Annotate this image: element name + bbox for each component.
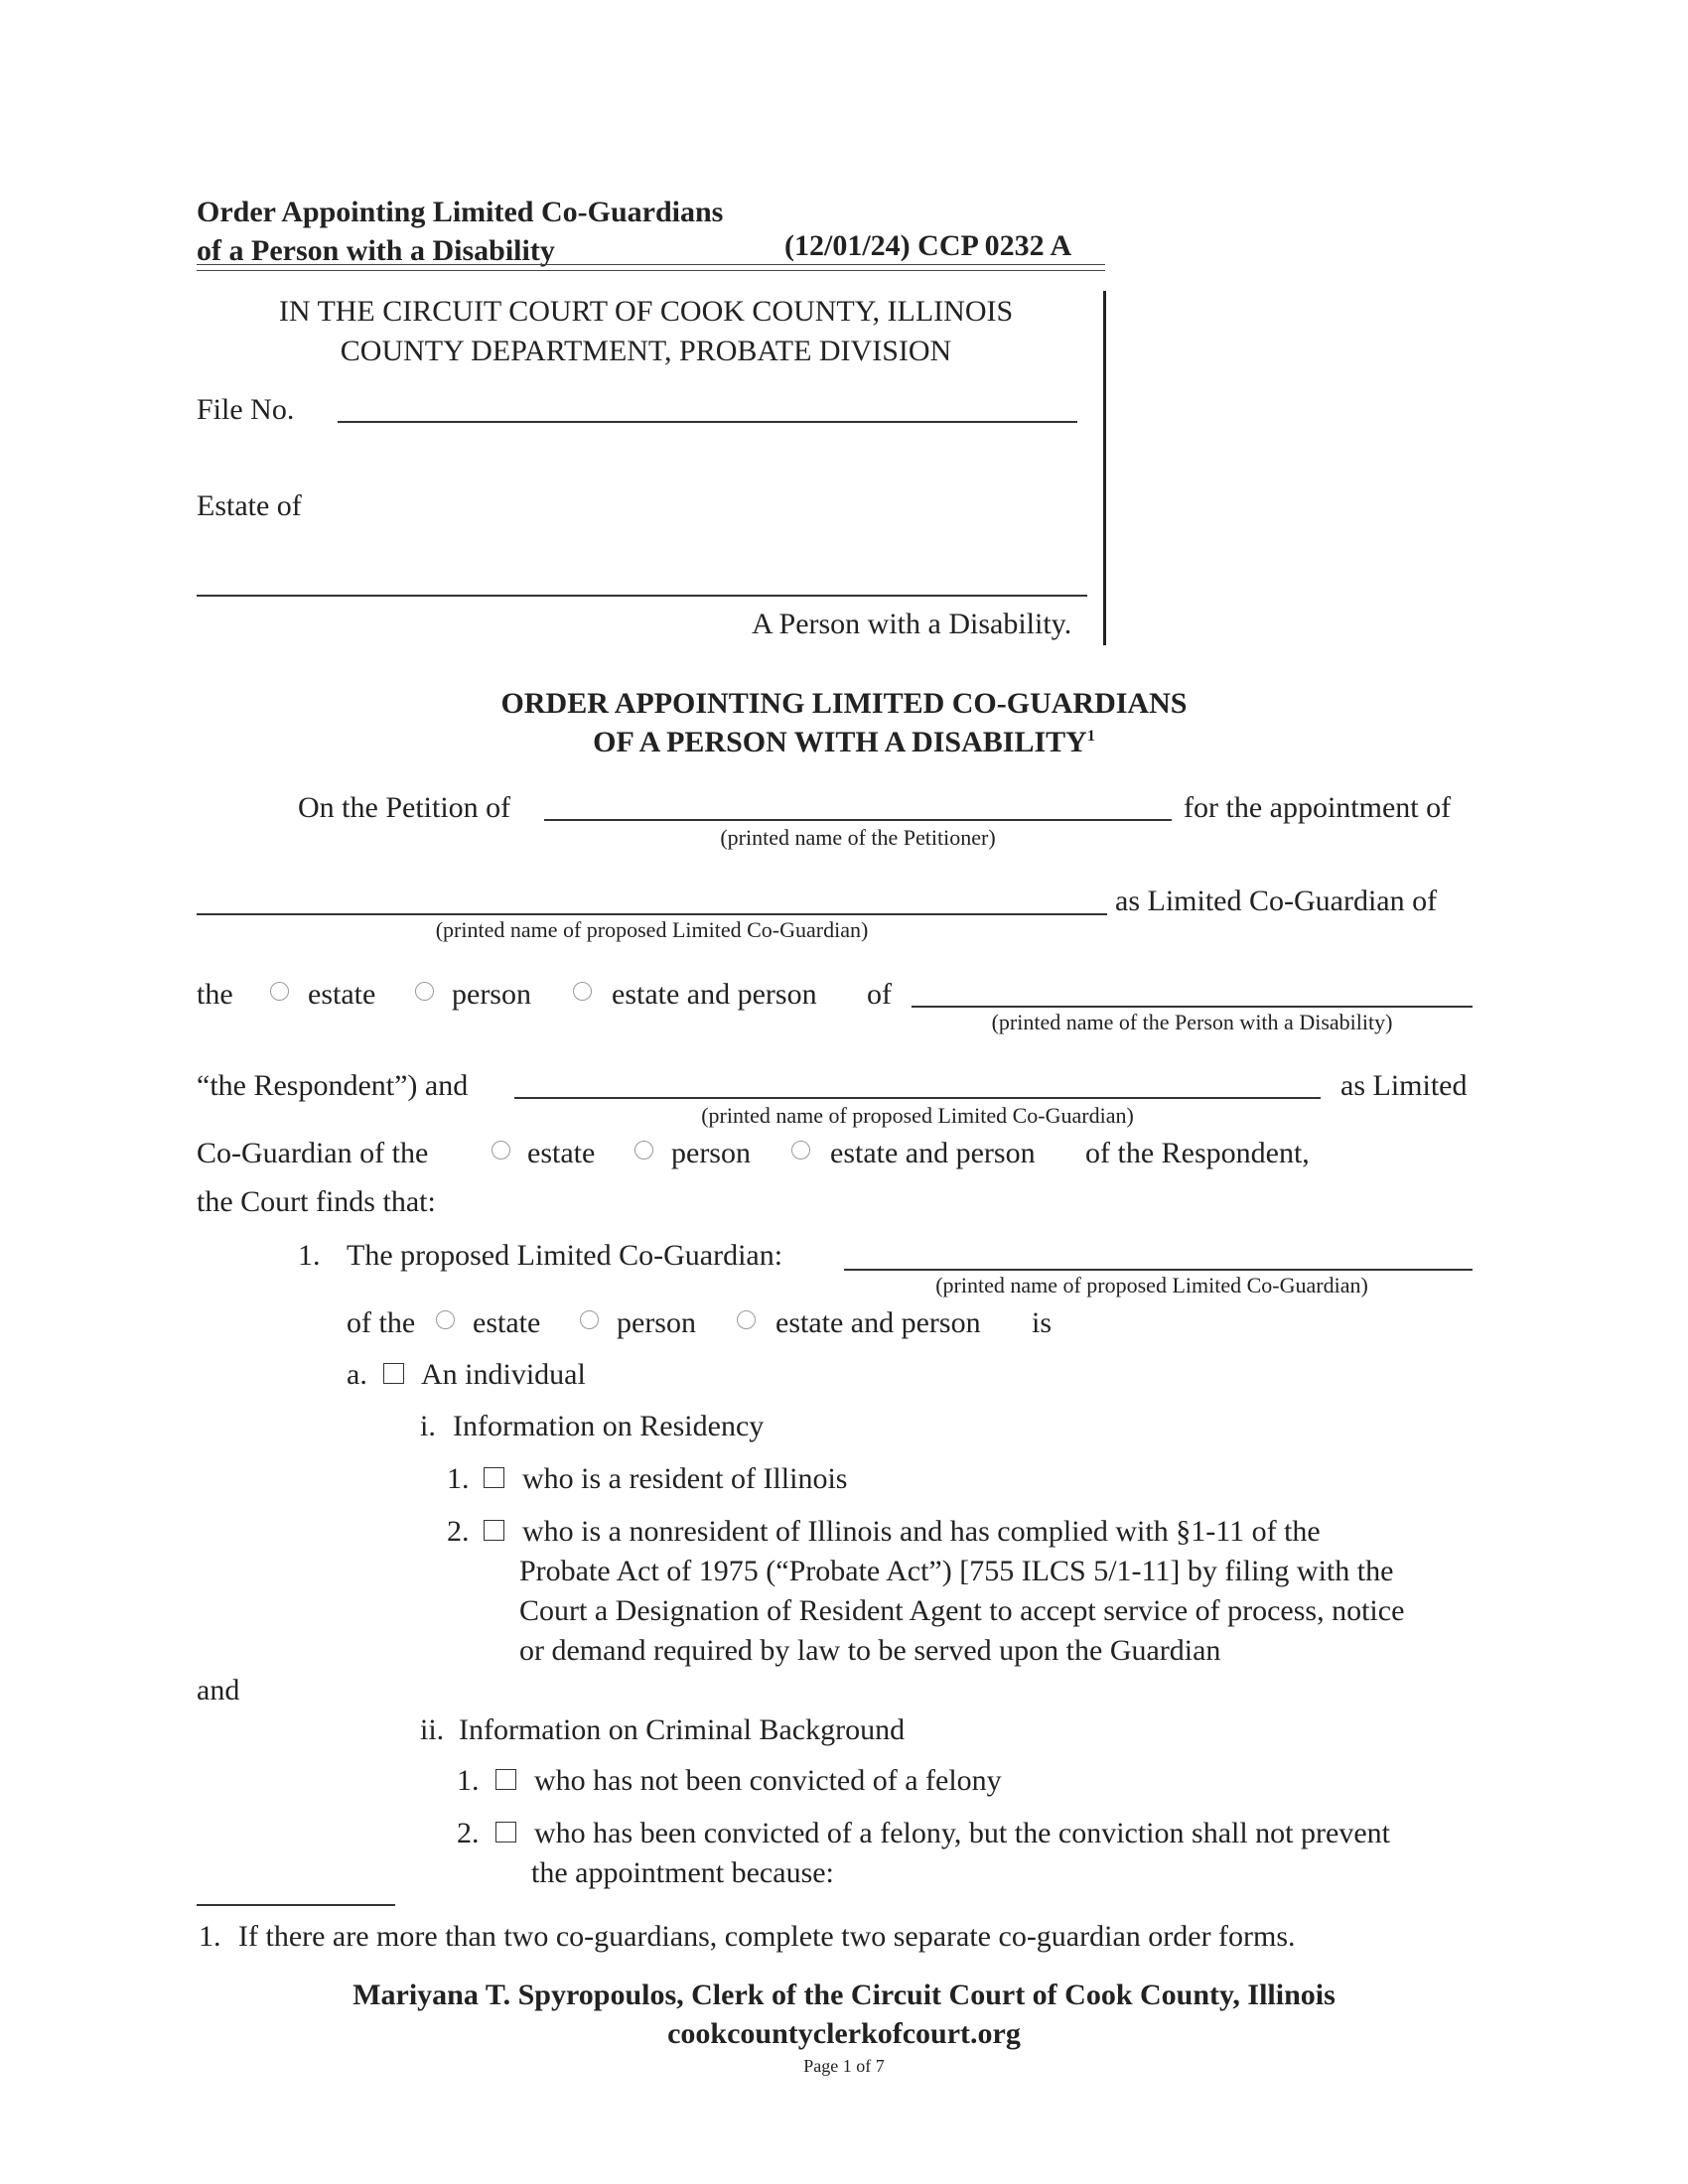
- co-guardian-2-name-input[interactable]: [514, 1067, 1321, 1099]
- co-guardian-2-person-radio[interactable]: [634, 1141, 653, 1160]
- felony-text-line1: who has been convicted of a felony, but the conviction shall not prevent: [534, 1817, 1390, 1849]
- item-1-person-radio[interactable]: [580, 1310, 599, 1329]
- is-label: is: [1032, 1306, 1053, 1339]
- no-felony-checkbox[interactable]: [495, 1769, 516, 1790]
- option-estate-label: estate: [308, 978, 376, 1011]
- header-rule-bottom: [197, 270, 1105, 271]
- individual-text: An individual: [421, 1358, 586, 1391]
- page-number: Page 1 of 7: [803, 2056, 885, 2076]
- item-1-estate-radio[interactable]: [436, 1310, 455, 1329]
- option-estate-and-person-label-2: estate and person: [830, 1137, 1036, 1169]
- form-code: (12/01/24) CCP 0232 A: [784, 229, 1072, 262]
- option-person-label-3: person: [617, 1306, 696, 1339]
- item-1-text: The proposed Limited Co-Guardian:: [347, 1239, 783, 1272]
- petitioner-caption: (printed name of the Petitioner): [720, 825, 996, 850]
- guardianship-type-estate-and-person-radio[interactable]: [573, 982, 592, 1001]
- option-person-label-2: person: [671, 1137, 751, 1169]
- court-name: IN THE CIRCUIT COURT OF COOK COUNTY, ILLINOIS: [278, 295, 1014, 328]
- residency-numeral: i.: [420, 1410, 436, 1442]
- petition-prefix: On the Petition of: [298, 791, 511, 824]
- clerk-website: cookcountyclerkofcourt.org: [667, 2017, 1021, 2050]
- footnote-separator: [197, 1904, 395, 1906]
- nonresident-text-line3: Court a Designation of Resident Agent to accept service of process, notice: [519, 1594, 1405, 1627]
- co-guardian-2-caption: (printed name of proposed Limited Co-Guardian): [701, 1103, 1134, 1128]
- item-1-guardian-name-input[interactable]: [844, 1239, 1473, 1271]
- felony-checkbox[interactable]: [495, 1822, 516, 1843]
- item-1-number: 1.: [298, 1239, 321, 1272]
- resident-illinois-text: who is a resident of Illinois: [522, 1462, 848, 1495]
- nonresident-checkbox[interactable]: [484, 1520, 504, 1541]
- form-title-line1: Order Appointing Limited Co-Guardians: [197, 196, 724, 228]
- order-title-line1: ORDER APPOINTING LIMITED CO-GUARDIANS: [500, 687, 1188, 720]
- footnote-number: 1.: [199, 1920, 221, 1953]
- footnote-text: If there are more than two co-guardians, complete two separate co-guardian order forms.: [238, 1920, 1296, 1953]
- item-1-caption: (printed name of proposed Limited Co-Guardian): [935, 1273, 1368, 1297]
- co-guardian-of-the-label: Co-Guardian of the: [197, 1137, 429, 1169]
- item-a-label: a.: [347, 1358, 367, 1391]
- residency-heading: Information on Residency: [453, 1410, 765, 1442]
- court-finds-label: the Court finds that:: [197, 1185, 436, 1218]
- resident-illinois-checkbox[interactable]: [484, 1467, 504, 1488]
- order-title-line2-text: OF A PERSON WITH A DISABILITY: [593, 726, 1087, 758]
- option-person-label: person: [452, 978, 531, 1011]
- option-estate-label-3: estate: [473, 1306, 541, 1339]
- option-estate-label-2: estate: [527, 1137, 596, 1169]
- as-limited-label: as Limited: [1340, 1069, 1468, 1102]
- co-guardian-2-estate-and-person-radio[interactable]: [791, 1141, 810, 1160]
- no-felony-text: who has not been convicted of a felony: [534, 1764, 1002, 1797]
- criminal-1-number: 1.: [457, 1764, 480, 1797]
- respondent-name-input[interactable]: [912, 976, 1473, 1008]
- criminal-numeral: ii.: [420, 1713, 445, 1746]
- co-guardian-1-caption: (printed name of proposed Limited Co-Guardian): [435, 917, 869, 942]
- option-estate-and-person-label: estate and person: [612, 978, 817, 1011]
- as-limited-co-guardian-of: as Limited Co-Guardian of: [1115, 885, 1438, 917]
- file-no-input[interactable]: [338, 391, 1077, 423]
- felony-text-line2: the appointment because:: [531, 1856, 834, 1889]
- guardianship-type-estate-radio[interactable]: [270, 982, 289, 1001]
- caption-vertical-rule: [1103, 291, 1106, 645]
- residency-2-number: 2.: [447, 1515, 470, 1548]
- item-1-estate-and-person-radio[interactable]: [737, 1310, 756, 1329]
- petitioner-name-input[interactable]: [544, 789, 1172, 821]
- person-with-disability-label: A Person with a Disability.: [752, 608, 1072, 640]
- of-label: of: [867, 978, 892, 1011]
- form-title-line2: of a Person with a Disability: [197, 234, 555, 267]
- nonresident-text-line1: who is a nonresident of Illinois and has complied with §1-11 of the: [522, 1515, 1321, 1548]
- footnote-ref: 1: [1086, 728, 1095, 745]
- nonresident-text-line2: Probate Act of 1975 (“Probate Act”) [755 ILCS 5/1-11] by filing with the: [519, 1555, 1394, 1587]
- guardianship-type-person-radio[interactable]: [415, 982, 434, 1001]
- of-the-label: of the: [347, 1306, 416, 1339]
- clerk-name: Mariyana T. Spyropoulos, Clerk of the Circuit Court of Cook County, Illinois: [352, 1979, 1336, 2011]
- criminal-2-number: 2.: [457, 1817, 480, 1849]
- residency-1-number: 1.: [447, 1462, 470, 1495]
- the-label: the: [197, 978, 233, 1011]
- petition-suffix: for the appointment of: [1184, 791, 1452, 824]
- individual-checkbox[interactable]: [383, 1363, 404, 1384]
- criminal-heading: Information on Criminal Background: [459, 1713, 906, 1746]
- court-division: COUNTY DEPARTMENT, PROBATE DIVISION: [340, 335, 952, 367]
- order-title-line2: [199, 726, 1489, 759]
- estate-name-input[interactable]: [197, 565, 1087, 597]
- respondent-caption: (printed name of the Person with a Disability): [991, 1010, 1393, 1034]
- of-the-respondent-label: of the Respondent,: [1085, 1137, 1310, 1169]
- and-label: and: [197, 1674, 240, 1706]
- respondent-and-label: “the Respondent”) and: [197, 1069, 469, 1102]
- option-estate-and-person-label-3: estate and person: [775, 1306, 981, 1339]
- nonresident-text-line4: or demand required by law to be served upon the Guardian: [519, 1634, 1221, 1667]
- co-guardian-1-name-input[interactable]: [197, 884, 1107, 915]
- co-guardian-2-estate-radio[interactable]: [492, 1141, 510, 1160]
- header-rule-top: [197, 264, 1105, 265]
- file-no-label: File No.: [197, 393, 295, 426]
- estate-of-label: Estate of: [197, 489, 302, 522]
